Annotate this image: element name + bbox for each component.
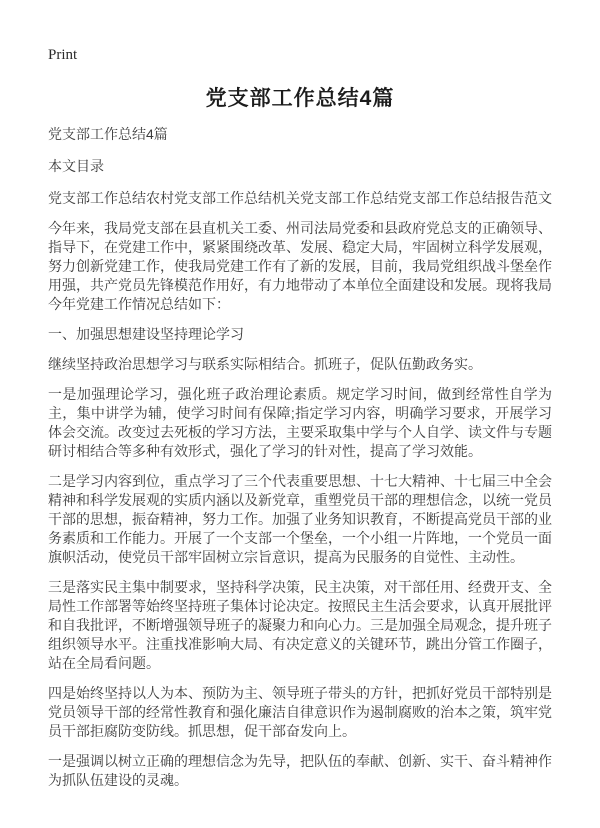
document-body — [48, 219, 552, 790]
paragraph: 四是始终坚持以人为本、预防为主、领导班子带头的方针，把抓好党员干部特别是党员领导干部的经常性教育和强化廉洁自律意识作为遏制腐败的治本之策，筑牢党员干部拒腐防变防线。抓思想，促干部奋发向上。 — [48, 685, 552, 739]
paragraph: 三是落实民主集中制要求，坚持科学决策，民主决策，对干部任用、经费开支、全局性工作部署等始终坚持班子集体讨论决定。按照民主生活会要求，认真开展批评和自我批评，不断增强领导班子的凝聚力和向心力。三是加强全局观念，提升班子组织领导水平。注重找准影响大局、有决定意义的关键环节，跳出分管工作圈子，站在全局看问题。 — [48, 579, 552, 671]
paragraph: 一、加强思想建设坚持理论学习 — [48, 326, 244, 342]
document-title: 党支部工作总结4篇 — [205, 87, 395, 110]
paragraph: 一是强调以树立正确的理想信念为先导，把队伍的奉献、创新、实干、奋斗精神作为抓队伍建设的灵魂。 — [48, 753, 552, 788]
paragraph: 继续坚持政治思想学习与联系实际相结合。抓班子，促队伍勤政务实。 — [48, 356, 482, 372]
paragraph: 二是学习内容到位，重点学习了三个代表重要思想、十七大精神、十七届三中全会精神和科学发展观的实质内涵以及新党章，重塑党员干部的理想信念，以统一党员干部的思想，振奋精神，努力工作。加强了业务知识教育，不断提高党员干部的业务素质和工作能力。开展了一个支部一个堡垒，一个小组一片阵地，一个党员一面旗帜活动，使党员干部牢固树立宗旨意识，提高为民服务的自觉性、主动性。 — [48, 473, 552, 565]
paragraph: 今年来，我局党支部在县直机关工委、州司法局党委和县政府党总支的正确领导、指导下，在党建工作中，紧紧围绕改革、发展、稳定大局，牢固树立科学发展观，努力创新党建工作，使我局党建工作有了新的发展，目前，我局党组织战斗堡垒作用强，共产党员先锋模范作用好，有力地带动了本单位全面建设和发展。现将我局今年党建工作情况总结如下： — [48, 220, 552, 312]
document-subtitle: 党支部工作总结4篇 — [48, 126, 168, 142]
toc-line: 党支部工作总结农村党支部工作总结机关党支部工作总结党支部工作总结报告范文 — [48, 190, 552, 206]
paragraph: 一是加强理论学习，强化班子政治理论素质。规定学习时间，做到经常性自学为主，集中讲学为辅，使学习时间有保障;指定学习内容，明确学习要求，开展学习体会交流。改变过去死板的学习方法，主要采取集中学与个人自学、读文件与专题研讨相结合等多种有效形式，强化了学习的针对性，提高了学习效能。 — [48, 386, 552, 459]
print-button[interactable]: Print — [48, 47, 78, 63]
toc-label: 本文目录 — [48, 158, 104, 174]
